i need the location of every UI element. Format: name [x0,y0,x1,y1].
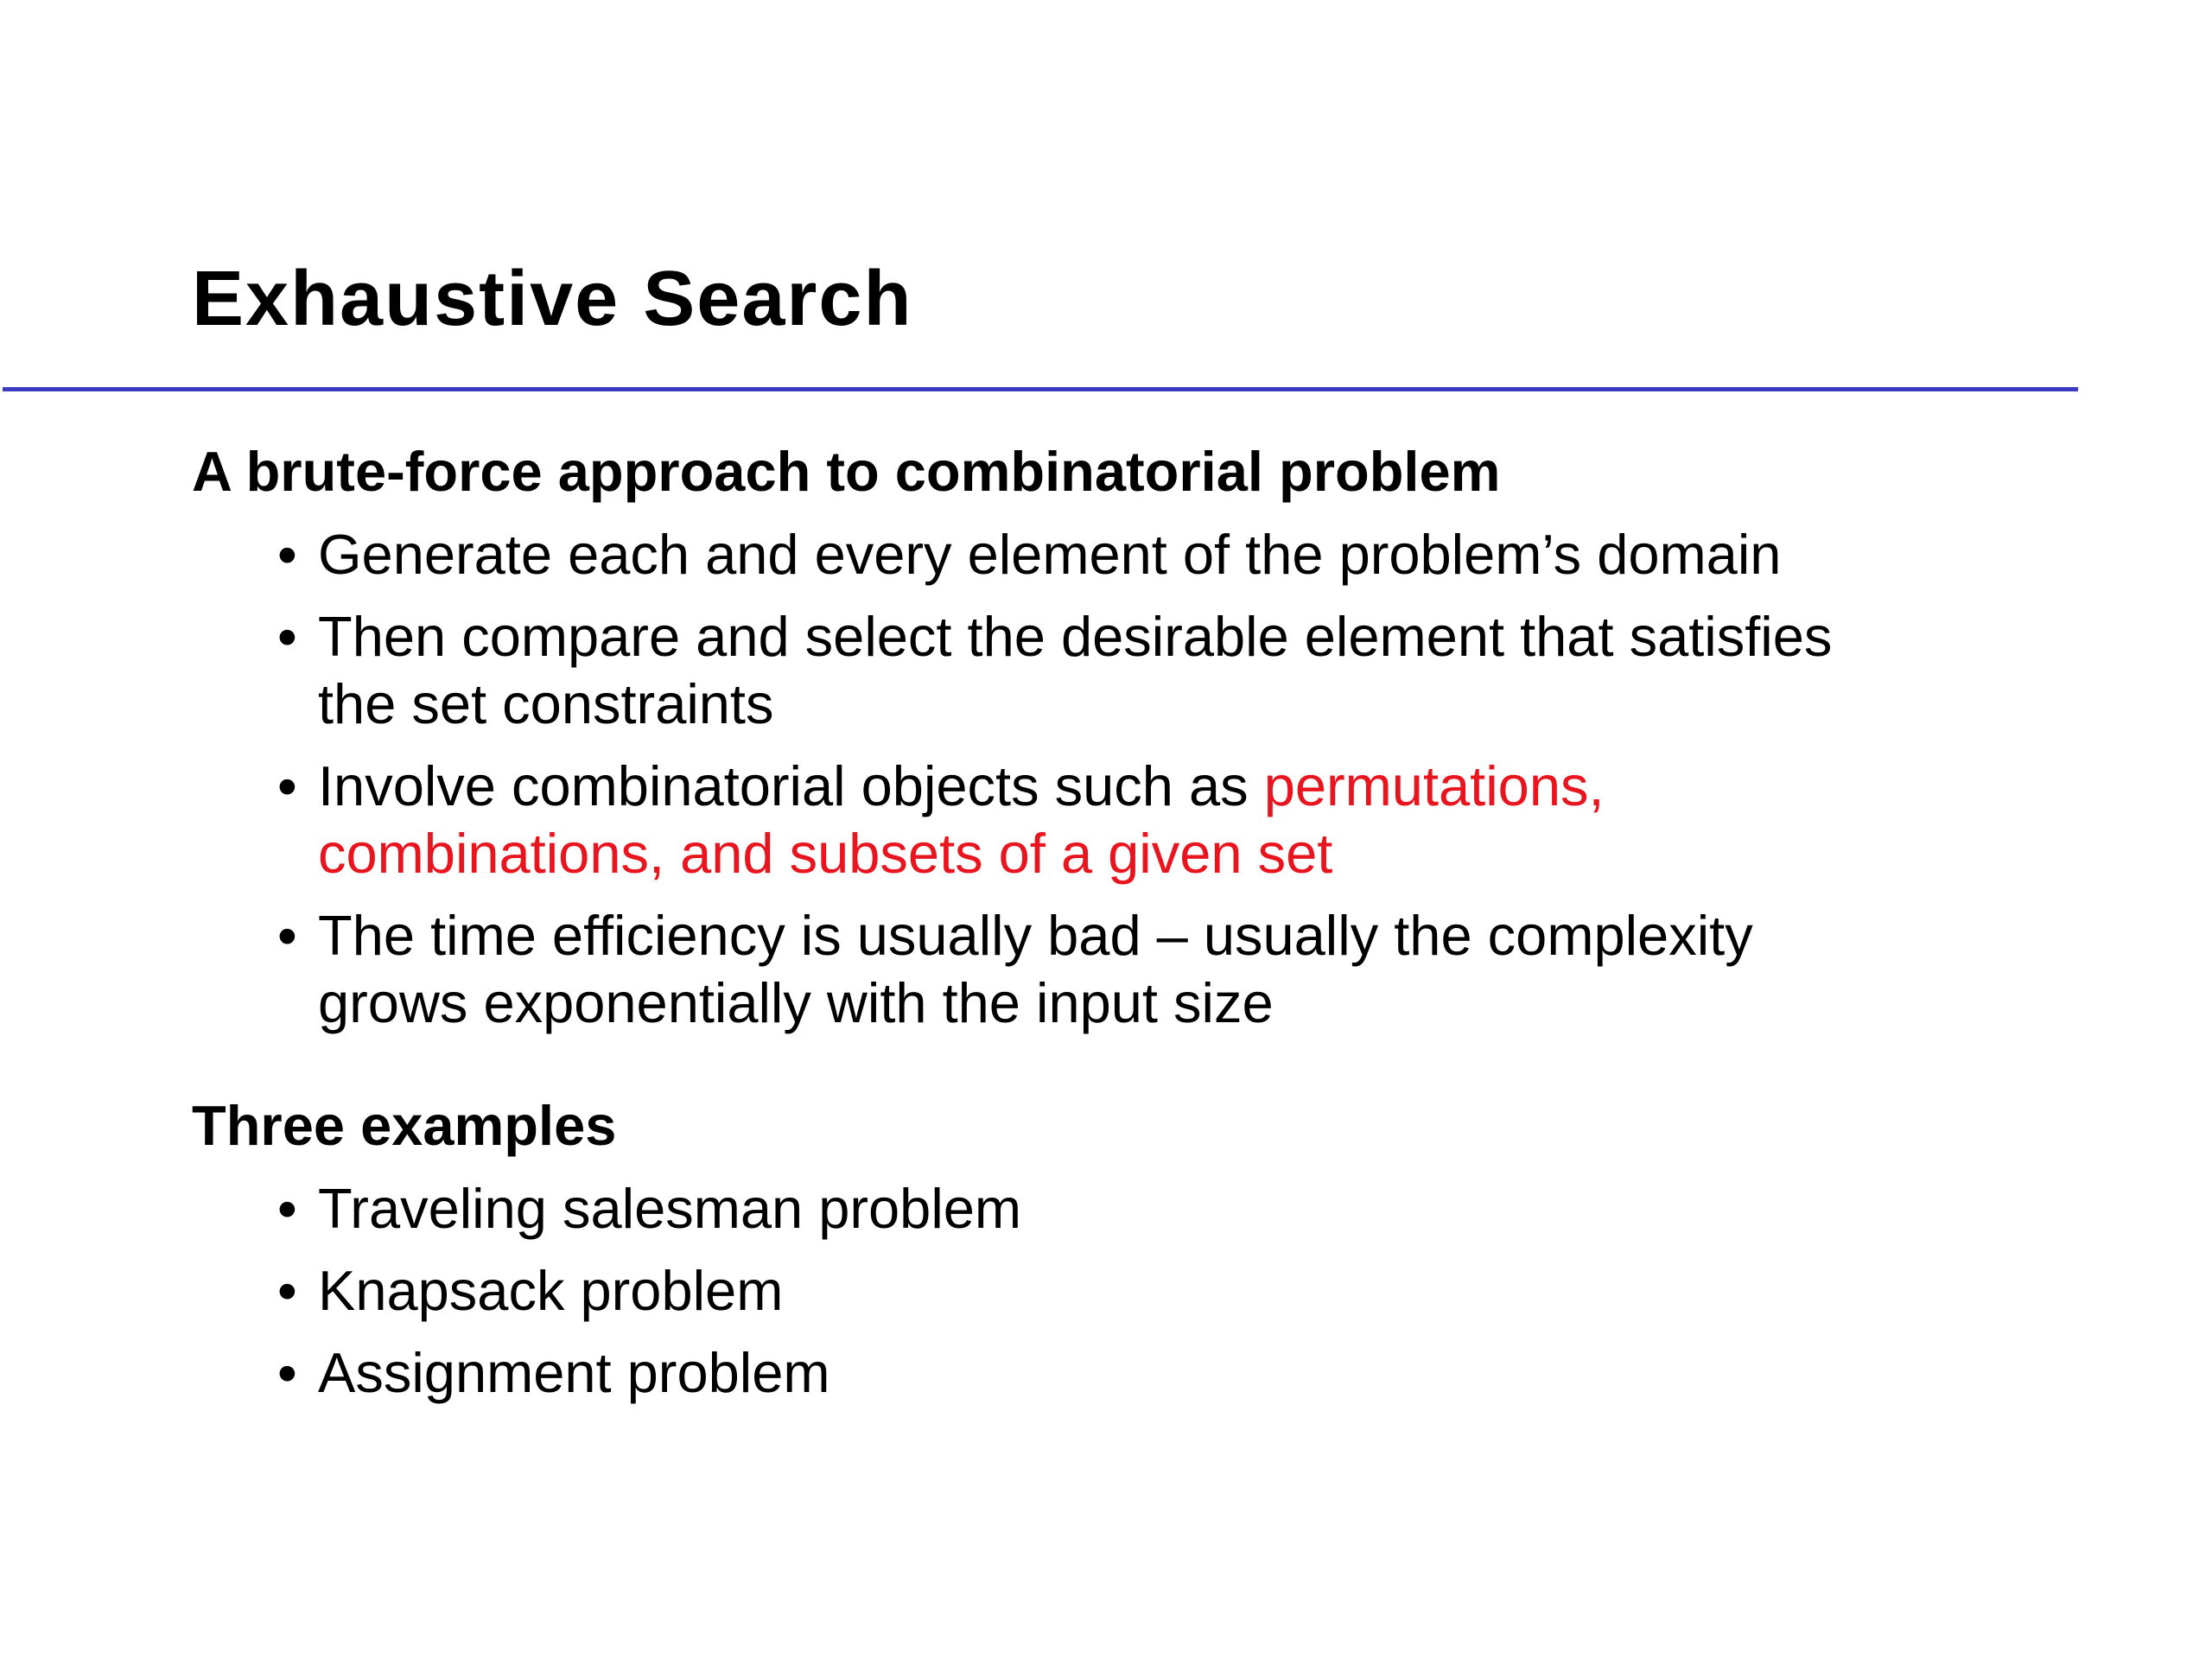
highlighted-text: permutations, [1263,754,1605,817]
bullet-icon: • [277,1259,297,1322]
bullet-list [192,1175,2093,1407]
bullet-icon: • [277,1177,297,1240]
section-brute-force [192,437,2093,1037]
bullet-text-line-1 [318,753,2093,820]
bullet-text-line-2: grows exponentially with the input size [318,971,1274,1034]
section-examples [192,1091,2093,1407]
list-item [192,1339,2093,1407]
bullet-list [192,521,2093,1037]
bullet-icon: • [277,754,297,817]
list-item [192,1175,2093,1243]
bullet-text-prefix: Involve combinatorial objects such as [318,754,1264,817]
bullet-text: Traveling salesman problem [318,1177,1022,1240]
section-heading: Three examples [192,1094,617,1157]
list-item [192,902,2093,1037]
list-item [192,521,2093,588]
slide-title: Exhaustive Search [192,256,913,342]
bullet-text: Generate each and every element of the problem’s domain [318,523,1782,586]
bullet-text-line-1: The time efficiency is usually bad – usually the complexity [318,904,1753,967]
bullet-text: Assignment problem [318,1341,830,1404]
bullet-icon: • [277,523,297,586]
list-item [192,603,2093,738]
bullet-icon: • [277,904,297,967]
bullet-text-line-1: Then compare and select the desirable element that satisfies [318,605,1833,668]
highlighted-text: combinations, and subsets of a given set [318,822,1333,885]
bullet-text: Knapsack problem [318,1259,784,1322]
section-heading: A brute-force approach to combinatorial problem [192,440,1501,503]
title-divider [3,387,2078,391]
list-item [192,1257,2093,1325]
list-item [192,753,2093,887]
bullet-icon: • [277,1341,297,1404]
bullet-text-line-2: the set constraints [318,672,774,735]
bullet-icon: • [277,605,297,668]
